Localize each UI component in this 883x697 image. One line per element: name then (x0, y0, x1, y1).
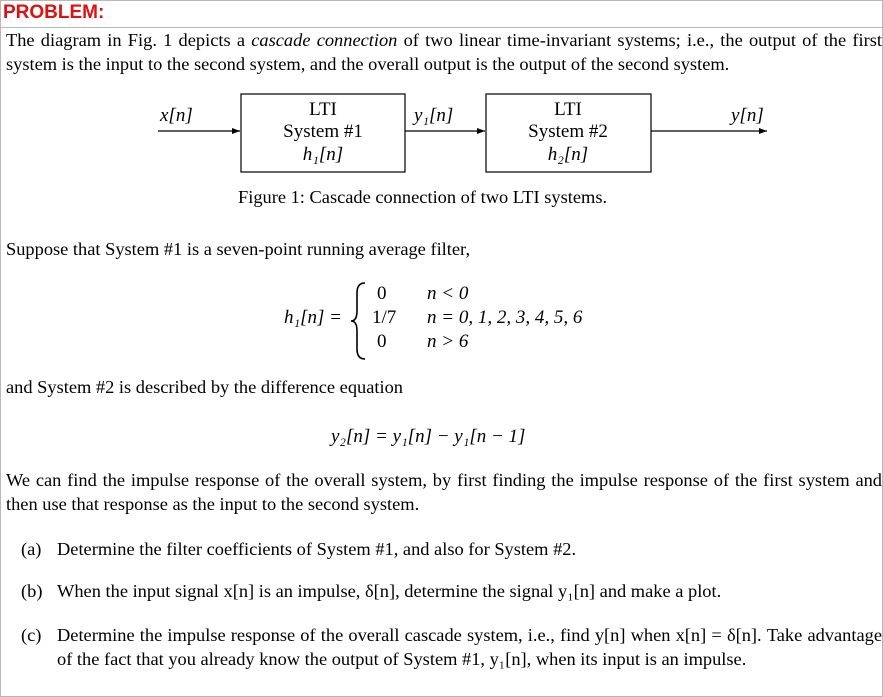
block2-line1: LTI (554, 99, 582, 120)
part-a-text: Determine the filter coefficients of System #1, and also for System #2. (57, 539, 577, 559)
cascade-diagram (0, 0, 883, 190)
part-a-label: (a) (21, 539, 42, 559)
part-c-text: Determine the impulse response of the overall cascade system, i.e., find y[n] when x[n] = δ[n]. Take advantage of the fact that you already know the output of System #1, y₁[n], when its input is an impulse. (57, 625, 882, 669)
part-c (21, 623, 882, 671)
method-paragraph: We can find the impulse response of the overall system, by first finding the impulse response of the first system and then use that response as the input to the second system. (6, 470, 882, 514)
h1-lhs: h₁[n] = (284, 307, 342, 328)
h1-brace (349, 281, 369, 361)
intro-text-b: of two linear time-invariant systems; i.e., the output of the first system is the input to the second system, and the overall output is the output of the second system. (6, 30, 882, 74)
intro-emphasis: cascade connection (251, 30, 398, 50)
system2-intro-text: and System #2 is described by the difference equation (6, 377, 403, 397)
h1-row-2-condition: n > 6 (427, 331, 469, 352)
part-c-label: (c) (21, 625, 42, 645)
part-a (21, 537, 882, 561)
block1-line3: h₁[n] (302, 144, 344, 165)
output-label: y[n] (731, 105, 764, 126)
h1-row-1-value: 1/7 (372, 307, 397, 328)
part-b (21, 579, 882, 603)
figure-caption: Figure 1: Cascade connection of two LTI systems. (238, 187, 608, 207)
h1-row-0-condition: n < 0 (427, 283, 469, 304)
block2-line2: System #2 (528, 121, 608, 142)
h1-row-2-value: 0 (377, 331, 387, 352)
block1-line2: System #1 (283, 121, 363, 142)
suppose-text: Suppose that System #1 is a seven-point running average filter, (6, 239, 471, 259)
h1-row-1-condition: n = 0, 1, 2, 3, 4, 5, 6 (427, 307, 583, 328)
difference-equation: y₂[n] = y₁[n] − y₁[n − 1] (331, 426, 526, 447)
intermediate-label: y₁[n] (414, 105, 454, 126)
input-label: x[n] (160, 105, 193, 126)
intro-text-a: The diagram in Fig. 1 depicts a (6, 30, 252, 50)
part-b-label: (b) (21, 581, 43, 601)
h1-row-0-value: 0 (377, 283, 387, 304)
problem-title: PROBLEM: (3, 2, 105, 23)
block2-line3: h₂[n] (547, 144, 589, 165)
part-b-text: When the input signal x[n] is an impulse, δ[n], determine the signal y₁[n] and make a plot. (57, 581, 722, 601)
block1-line1: LTI (309, 99, 337, 120)
